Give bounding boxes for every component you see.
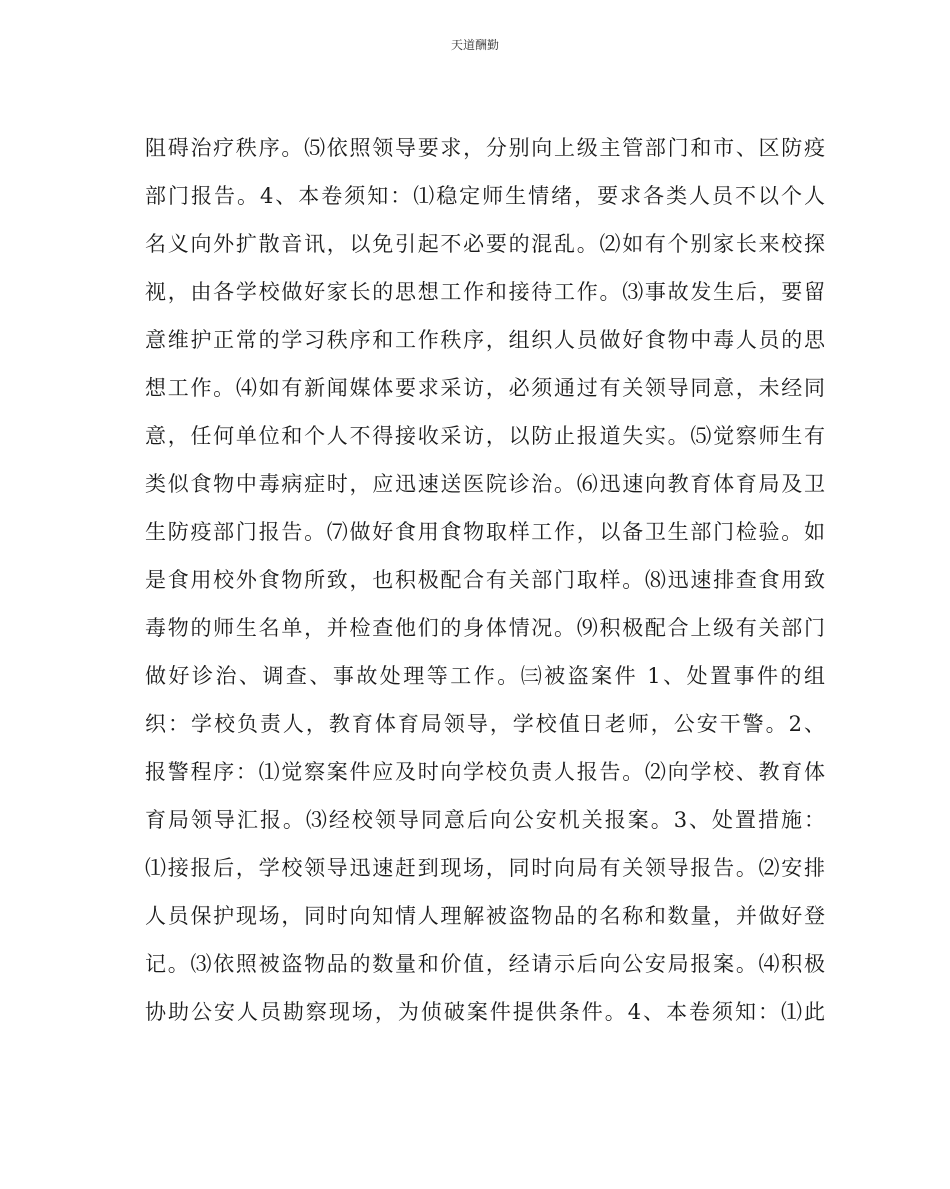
- text-line: 毒物的师生名单，并检查他们的身体情况。⑼积极配合上级有关部门: [145, 616, 825, 640]
- text-line: 是食用校外食物所致，也积极配合有关部门取样。⑻迅速排查食用致: [145, 568, 825, 592]
- text-line: 报警程序：⑴觉察案件应及时向学校负责人报告。⑵向学校、教育体: [145, 760, 825, 784]
- text-line: 生防疫部门报告。⑺做好食用食物取样工作，以备卫生部门检验。如: [145, 520, 825, 544]
- text-line: 意维护正常的学习秩序和工作秩序，组织人员做好食物中毒人员的思: [145, 328, 825, 352]
- text-line: 育局领导汇报。⑶经校领导同意后向公安机关报案。3、处置措施：: [145, 808, 825, 832]
- text-line: 人员保护现场，同时向知情人理解被盗物品的名称和数量，并做好登: [145, 904, 825, 928]
- body-text: [145, 124, 825, 1036]
- page-header: 天道酬勤: [450, 38, 499, 52]
- text-line: 做好诊治、调查、事故处理等工作。㈢被盗案件 1、处置事件的组: [145, 664, 825, 688]
- text-line: 部门报告。4、本卷须知：⑴稳定师生情绪，要求各类人员不以个人: [145, 184, 825, 208]
- text-line: 阻碍治疗秩序。⑸依照领导要求，分别向上级主管部门和市、区防疫: [145, 136, 825, 160]
- text-line: 意，任何单位和个人不得接收采访，以防止报道失实。⑸觉察师生有: [145, 424, 825, 448]
- text-line: 类似食物中毒病症时，应迅速送医院诊治。⑹迅速向教育体育局及卫: [145, 472, 825, 496]
- text-line: 协助公安人员勘察现场，为侦破案件提供条件。4、本卷须知：⑴此: [145, 1000, 825, 1024]
- text-line: 织：学校负责人，教育体育局领导，学校值日老师，公安干警。2、: [145, 712, 825, 736]
- text-line: 名义向外扩散音讯，以免引起不必要的混乱。⑵如有个别家长来校探: [145, 232, 825, 256]
- text-line: 想工作。⑷如有新闻媒体要求采访，必须通过有关领导同意，未经同: [145, 376, 825, 400]
- text-line: 记。⑶依照被盗物品的数量和价值，经请示后向公安局报案。⑷积极: [145, 952, 825, 976]
- text-line: 视，由各学校做好家长的思想工作和接待工作。⑶事故发生后，要留: [145, 280, 825, 304]
- text-line: ⑴接报后，学校领导迅速赶到现场，同时向局有关领导报告。⑵安排: [145, 856, 825, 880]
